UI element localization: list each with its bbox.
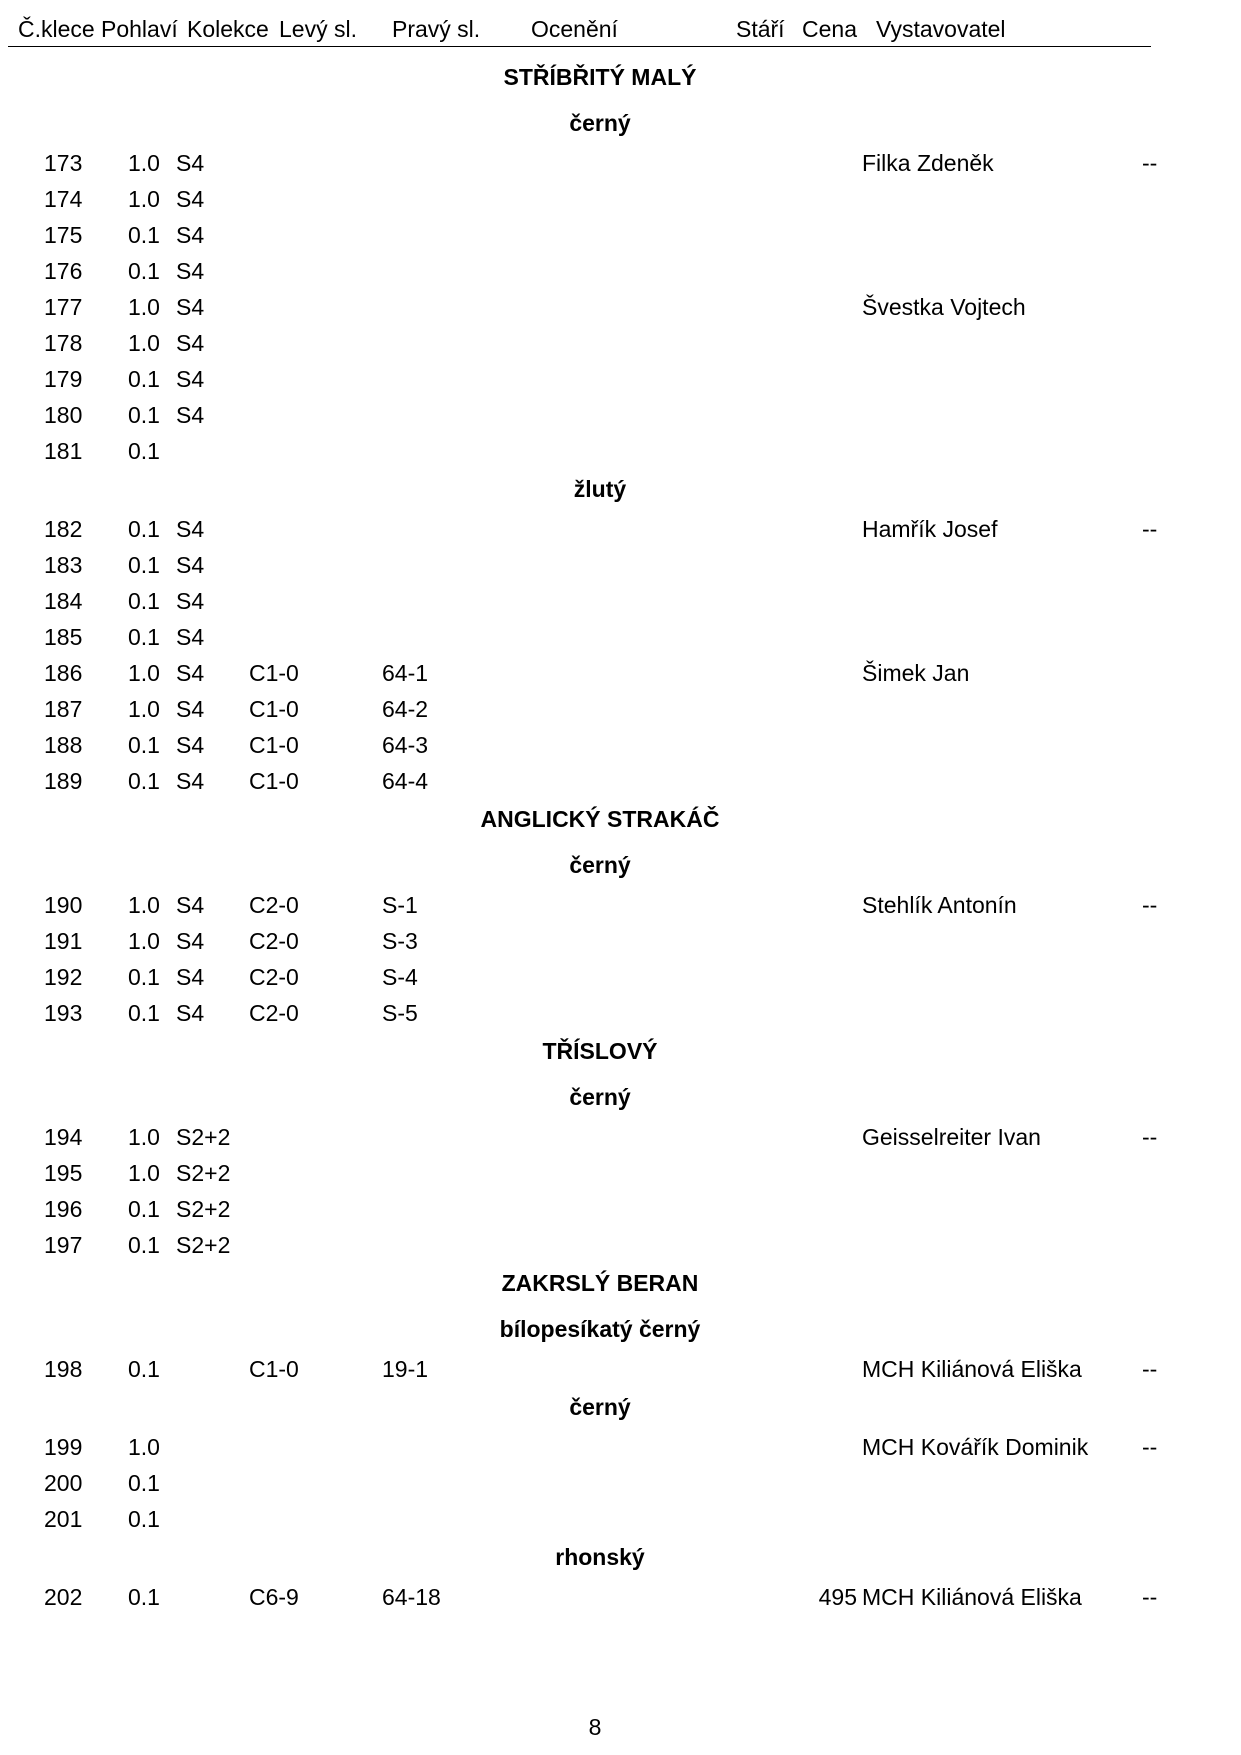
header-sex: Pohlaví	[101, 16, 178, 42]
collection-value: S4	[176, 588, 205, 614]
collection-value: S2+2	[176, 1196, 231, 1222]
table-row	[0, 146, 1241, 180]
color-heading: černý	[569, 110, 631, 136]
sex-value: 0.1	[128, 768, 160, 794]
cage-number: 192	[44, 964, 83, 990]
cage-number: 181	[44, 438, 83, 464]
sex-value: 0.1	[128, 1506, 160, 1532]
table-row	[0, 692, 1241, 726]
cage-number: 187	[44, 696, 83, 722]
table-row	[0, 1466, 1241, 1500]
price-value: 495	[818, 1584, 857, 1610]
color-heading: černý	[569, 1394, 631, 1420]
sex-value: 0.1	[128, 1584, 160, 1610]
collection-value: S2+2	[176, 1124, 231, 1150]
exhibitor-name: MCH Kiliánová Eliška	[862, 1584, 1082, 1610]
left-ear-tattoo: C1-0	[249, 696, 299, 722]
sex-value: 1.0	[128, 330, 160, 356]
collection-value: S4	[176, 294, 205, 320]
sex-value: 0.1	[128, 964, 160, 990]
collection-value: S4	[176, 222, 205, 248]
sex-value: 1.0	[128, 1434, 160, 1460]
table-row	[0, 1120, 1241, 1154]
sex-value: 0.1	[128, 258, 160, 284]
breed-heading: STŘÍBŘITÝ MALÝ	[503, 64, 697, 90]
header-rating: Ocenění	[531, 16, 618, 42]
color-heading: bílopesíkatý černý	[499, 1316, 701, 1342]
breed-heading: TŘÍSLOVÝ	[542, 1038, 658, 1064]
collection-value: S2+2	[176, 1232, 231, 1258]
cage-number: 176	[44, 258, 83, 284]
cage-number: 191	[44, 928, 83, 954]
table-row	[0, 1580, 1241, 1614]
sex-value: 1.0	[128, 1160, 160, 1186]
cage-number: 175	[44, 222, 83, 248]
sex-value: 0.1	[128, 732, 160, 758]
cage-number: 198	[44, 1356, 83, 1382]
cage-number: 199	[44, 1434, 83, 1460]
right-ear-tattoo: 64-2	[382, 696, 429, 722]
sex-value: 0.1	[128, 624, 160, 650]
color-heading: černý	[569, 1084, 631, 1110]
cage-number: 197	[44, 1232, 83, 1258]
left-ear-tattoo: C2-0	[249, 928, 299, 954]
exhibitor-name: Stehlík Antonín	[862, 892, 1017, 918]
right-ear-tattoo: 64-1	[382, 660, 429, 686]
table-row	[0, 1156, 1241, 1190]
cage-number: 179	[44, 366, 83, 392]
table-row	[0, 1228, 1241, 1262]
cage-number: 188	[44, 732, 83, 758]
sex-value: 0.1	[128, 588, 160, 614]
sex-value: 0.1	[128, 1000, 160, 1026]
right-ear-tattoo: 64-3	[382, 732, 429, 758]
collection-value: S4	[176, 964, 205, 990]
sex-value: 0.1	[128, 1232, 160, 1258]
collection-value: S4	[176, 1000, 205, 1026]
exhibitor-name: Geisselreiter Ivan	[862, 1124, 1041, 1150]
collection-value: S4	[176, 186, 205, 212]
cage-number: 182	[44, 516, 83, 542]
dash-mark: --	[1142, 150, 1158, 176]
table-row	[0, 218, 1241, 252]
table-row	[0, 1502, 1241, 1536]
cage-number: 196	[44, 1196, 83, 1222]
cage-number: 201	[44, 1506, 83, 1532]
sex-value: 1.0	[128, 1124, 160, 1150]
sex-value: 1.0	[128, 892, 160, 918]
exhibitor-name: MCH Kiliánová Eliška	[862, 1356, 1082, 1382]
cage-number: 180	[44, 402, 83, 428]
collection-value: S4	[176, 660, 205, 686]
cage-number: 185	[44, 624, 83, 650]
right-ear-tattoo: S-5	[382, 1000, 418, 1026]
cage-number: 177	[44, 294, 83, 320]
collection-value: S4	[176, 258, 205, 284]
left-ear-tattoo: C2-0	[249, 964, 299, 990]
header-cage: Č.klece	[18, 16, 95, 42]
sex-value: 0.1	[128, 552, 160, 578]
right-ear-tattoo: S-1	[382, 892, 418, 918]
sex-value: 1.0	[128, 928, 160, 954]
table-row	[0, 254, 1241, 288]
left-ear-tattoo: C6-9	[249, 1584, 299, 1610]
exhibitor-name: Filka Zdeněk	[862, 150, 994, 176]
sex-value: 0.1	[128, 1356, 160, 1382]
right-ear-tattoo: 64-18	[382, 1584, 441, 1610]
collection-value: S4	[176, 696, 205, 722]
collection-value: S4	[176, 928, 205, 954]
left-ear-tattoo: C2-0	[249, 892, 299, 918]
right-ear-tattoo: S-4	[382, 964, 418, 990]
cage-number: 184	[44, 588, 83, 614]
cage-number: 195	[44, 1160, 83, 1186]
dash-mark: --	[1142, 1434, 1158, 1460]
table-row	[0, 512, 1241, 546]
table-row	[0, 924, 1241, 958]
cage-number: 173	[44, 150, 83, 176]
breed-heading: ZAKRSLÝ BERAN	[501, 1270, 699, 1296]
left-ear-tattoo: C2-0	[249, 1000, 299, 1026]
left-ear-tattoo: C1-0	[249, 1356, 299, 1382]
breed-heading: ANGLICKÝ STRAKÁČ	[480, 806, 720, 832]
cage-number: 190	[44, 892, 83, 918]
sex-value: 0.1	[128, 366, 160, 392]
left-ear-tattoo: C1-0	[249, 660, 299, 686]
color-heading: černý	[569, 852, 631, 878]
collection-value: S4	[176, 150, 205, 176]
table-row	[0, 584, 1241, 618]
color-heading: žlutý	[573, 476, 627, 502]
table-row	[0, 728, 1241, 762]
exhibitor-name: Šimek Jan	[862, 660, 970, 686]
table-row	[0, 362, 1241, 396]
table-row	[0, 398, 1241, 432]
cage-number: 200	[44, 1470, 83, 1496]
header-age: Stáří	[736, 16, 785, 42]
color-heading: rhonský	[555, 1544, 645, 1570]
sex-value: 1.0	[128, 696, 160, 722]
header-right-ear: Pravý sl.	[392, 16, 481, 42]
right-ear-tattoo: 19-1	[382, 1356, 429, 1382]
dash-mark: --	[1142, 516, 1158, 542]
collection-value: S4	[176, 330, 205, 356]
collection-value: S4	[176, 768, 205, 794]
sex-value: 1.0	[128, 150, 160, 176]
sex-value: 1.0	[128, 660, 160, 686]
dash-mark: --	[1142, 892, 1158, 918]
sex-value: 0.1	[128, 1196, 160, 1222]
table-row	[0, 548, 1241, 582]
dash-mark: --	[1142, 1124, 1158, 1150]
header-left-ear: Levý sl.	[279, 16, 357, 42]
cage-number: 186	[44, 660, 83, 686]
sex-value: 0.1	[128, 516, 160, 542]
cage-number: 183	[44, 552, 83, 578]
sex-value: 0.1	[128, 438, 160, 464]
table-row	[0, 888, 1241, 922]
cage-number: 178	[44, 330, 83, 356]
collection-value: S4	[176, 552, 205, 578]
collection-value: S4	[176, 624, 205, 650]
header-collection: Kolekce	[187, 16, 269, 42]
left-ear-tattoo: C1-0	[249, 732, 299, 758]
cage-number: 194	[44, 1124, 83, 1150]
table-row	[0, 326, 1241, 360]
exhibitor-name: MCH Kovářík Dominik	[862, 1434, 1089, 1460]
collection-value: S4	[176, 892, 205, 918]
table-row	[0, 182, 1241, 216]
table-row	[0, 996, 1241, 1030]
sex-value: 0.1	[128, 1470, 160, 1496]
table-row	[0, 1192, 1241, 1226]
cage-number: 202	[44, 1584, 83, 1610]
table-row	[0, 656, 1241, 690]
collection-value: S4	[176, 516, 205, 542]
table-row	[0, 960, 1241, 994]
table-row	[0, 1430, 1241, 1464]
header-exhibitor: Vystavovatel	[876, 16, 1006, 42]
sex-value: 0.1	[128, 402, 160, 428]
exhibitor-name: Hamřík Josef	[862, 516, 998, 542]
collection-value: S4	[176, 402, 205, 428]
dash-mark: --	[1142, 1356, 1158, 1382]
sex-value: 1.0	[128, 294, 160, 320]
cage-number: 174	[44, 186, 83, 212]
right-ear-tattoo: 64-4	[382, 768, 429, 794]
table-row	[0, 1352, 1241, 1386]
left-ear-tattoo: C1-0	[249, 768, 299, 794]
collection-value: S4	[176, 366, 205, 392]
sex-value: 0.1	[128, 222, 160, 248]
collection-value: S4	[176, 732, 205, 758]
header-divider	[8, 46, 1151, 47]
cage-number: 189	[44, 768, 83, 794]
table-row	[0, 764, 1241, 798]
page-number: 8	[588, 1714, 602, 1740]
dash-mark: --	[1142, 1584, 1158, 1610]
right-ear-tattoo: S-3	[382, 928, 418, 954]
exhibitor-name: Švestka Vojtech	[862, 294, 1026, 320]
table-row	[0, 620, 1241, 654]
table-row	[0, 434, 1241, 468]
cage-number: 193	[44, 1000, 83, 1026]
collection-value: S2+2	[176, 1160, 231, 1186]
table-row	[0, 290, 1241, 324]
header-price: Cena	[802, 16, 857, 42]
sex-value: 1.0	[128, 186, 160, 212]
